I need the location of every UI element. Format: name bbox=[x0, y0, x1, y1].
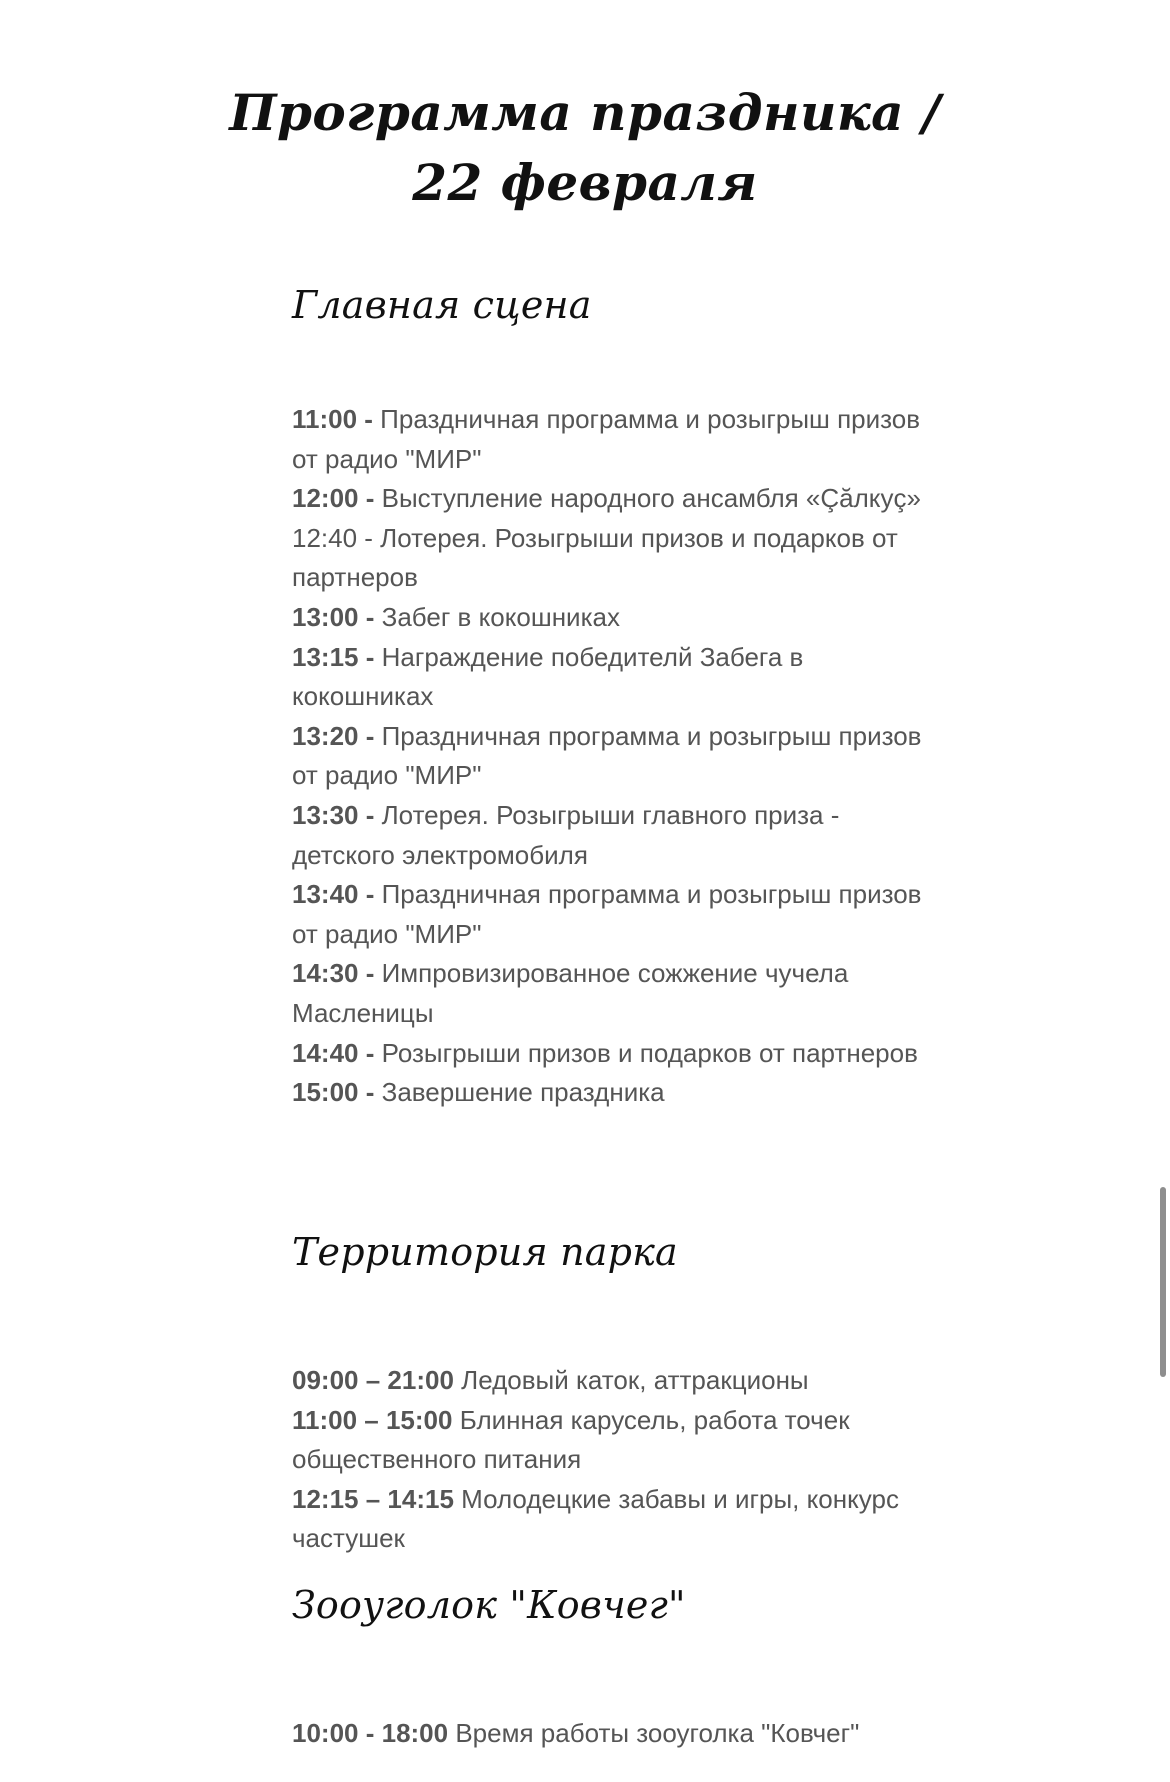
page-title bbox=[0, 78, 1170, 218]
section-heading-main-stage: Главная сцена bbox=[292, 283, 592, 327]
schedule-item bbox=[292, 1401, 932, 1480]
schedule-list-park-territory bbox=[292, 1361, 932, 1559]
schedule-text: Ледовый каток, аттракционы bbox=[453, 1365, 809, 1395]
schedule-time: 14:40 - bbox=[292, 1037, 375, 1068]
section-main-stage bbox=[292, 280, 932, 1113]
schedule-time: 11:00 - bbox=[292, 404, 373, 434]
schedule-text: Молодецкие забавы и игры, конкурс частушек bbox=[292, 1483, 899, 1554]
schedule-time: 14:30 - bbox=[292, 958, 375, 989]
schedule-item bbox=[292, 638, 932, 717]
schedule-item bbox=[292, 954, 932, 1033]
schedule-time: 12:00 - bbox=[292, 483, 375, 514]
schedule-time: 13:40 - bbox=[292, 879, 375, 910]
schedule-item bbox=[292, 1073, 932, 1113]
schedule-item bbox=[292, 1714, 932, 1754]
scrollbar-thumb[interactable] bbox=[1160, 1187, 1166, 1377]
schedule-text: Лотерея. Розыгрыши призов и подарков от партнеров bbox=[292, 522, 898, 593]
page-title-line-2: 22 февраля bbox=[412, 152, 758, 212]
schedule-text: Праздничная программа и розыгрыш призов от радио "МИР" bbox=[292, 404, 921, 474]
schedule-text: Награждение победителй Забега в кокошниках bbox=[292, 641, 804, 712]
schedule-text: Праздничная программа и розыгрыш призов от радио "МИР" bbox=[292, 720, 922, 791]
schedule-item bbox=[292, 479, 932, 519]
schedule-item bbox=[292, 875, 932, 954]
schedule-item bbox=[292, 1480, 932, 1559]
section-heading-petting-zoo: Зооуголок "Ковчег" bbox=[292, 1583, 686, 1627]
schedule-list-petting-zoo bbox=[292, 1714, 932, 1754]
schedule-text: Праздничная программа и розыгрыш призов от радио "МИР" bbox=[292, 879, 922, 949]
schedule-text: Лотерея. Розыгрыши главного приза - детского электромобиля bbox=[292, 799, 840, 870]
schedule-time: 15:00 - bbox=[292, 1077, 375, 1108]
schedule-item bbox=[292, 519, 932, 598]
schedule-text: Время работы зооуголка "Ковчег" bbox=[448, 1718, 860, 1748]
schedule-time: 09:00 – 21:00 bbox=[292, 1365, 454, 1395]
schedule-time: 13:00 - bbox=[292, 601, 375, 632]
schedule-item bbox=[292, 796, 932, 875]
schedule-text: Завершение праздника bbox=[374, 1077, 665, 1108]
schedule-text: Выступление народного ансамбля «Çăлкуç» bbox=[374, 483, 921, 514]
schedule-text: Блинная карусель, работа точек общественного питания bbox=[292, 1404, 850, 1475]
section-heading-park-territory: Территория парка bbox=[292, 1230, 678, 1274]
schedule-text: Импровизированное сожжение чучела Масленицы bbox=[292, 958, 849, 1028]
schedule-item bbox=[292, 598, 932, 638]
schedule-time: 13:15 - bbox=[292, 641, 375, 672]
schedule-text: Розыгрыши призов и подарков от партнеров bbox=[374, 1037, 918, 1068]
section-petting-zoo bbox=[292, 1580, 932, 1754]
schedule-list-main-stage bbox=[292, 400, 932, 1113]
schedule-item bbox=[292, 400, 932, 479]
schedule-text: Забег в кокошниках bbox=[374, 601, 620, 632]
page-title-line-1: Программа праздника / bbox=[229, 82, 941, 142]
schedule-item bbox=[292, 717, 932, 796]
schedule-time: 10:00 - 18:00 bbox=[292, 1718, 449, 1748]
schedule-time: 12:15 – 14:15 bbox=[292, 1483, 454, 1514]
section-park-territory bbox=[292, 1227, 932, 1559]
schedule-item bbox=[292, 1361, 932, 1401]
schedule-time: 12:40 - bbox=[292, 522, 373, 553]
schedule-item bbox=[292, 1034, 932, 1074]
schedule-time: 11:00 – 15:00 bbox=[292, 1404, 453, 1435]
schedule-time: 13:20 - bbox=[292, 720, 375, 751]
schedule-time: 13:30 - bbox=[292, 799, 375, 830]
